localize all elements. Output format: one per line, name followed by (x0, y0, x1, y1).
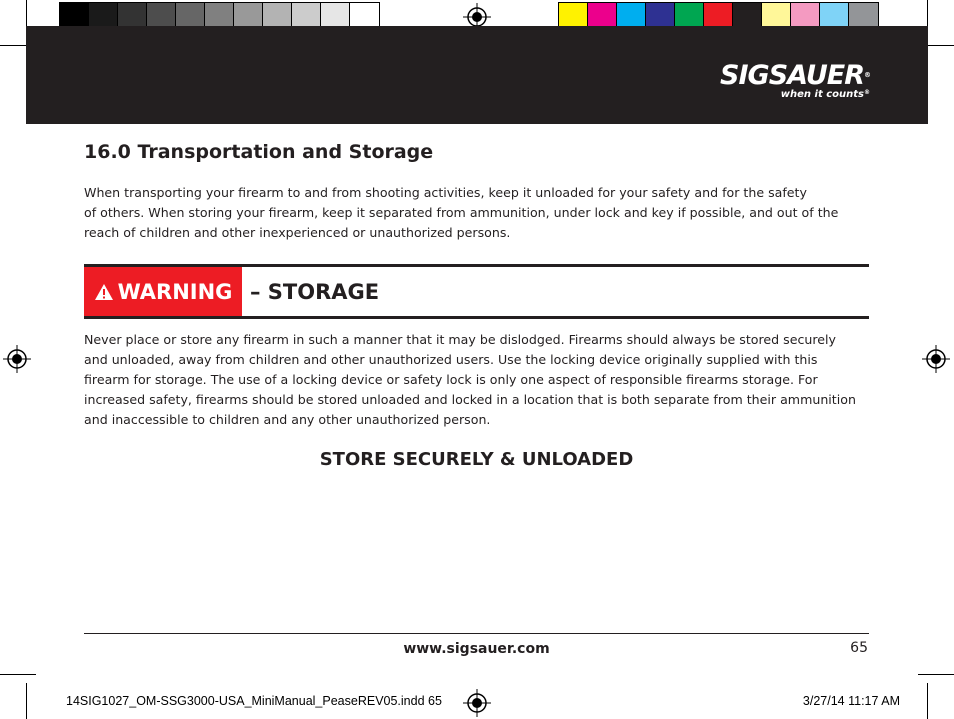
paragraph-line: and inaccessible to children and any other unauthorized person. (84, 412, 491, 427)
paragraph-line: reach of children and other inexperienced or unauthorized persons. (84, 225, 511, 240)
registration-mark-icon (922, 345, 950, 373)
section-title: 16.0 Transportation and Storage (84, 141, 434, 163)
slug-date: 3/27/14 11:17 AM (802, 694, 900, 708)
paragraph-line: firearm for storage. The use of a locking device or safety lock is only one aspect of responsible firearms storage. For (84, 372, 818, 387)
registration-mark-icon (463, 689, 491, 717)
paragraph-line: of others. When storing your firearm, keep it separated from ammunition, under lock and key if possible, and out of the (84, 205, 839, 220)
sig-sauer-logo (720, 62, 870, 100)
paragraph-line: increased safety, firearms should be stored unloaded and locked in a location that is both separate from their ammunition (84, 392, 856, 407)
transport-paragraph (84, 183, 838, 243)
warning-bottom-rule (84, 316, 869, 319)
warning-triangle-icon (94, 283, 114, 301)
logo-tagline: when it counts (780, 89, 864, 100)
crop-mark (927, 683, 928, 719)
warning-box (84, 267, 242, 317)
store-heading: STORE SECURELY & UNLOADED (319, 449, 634, 470)
paragraph-line: and unloaded, away from children and other unauthorized users. Use the locking device originally supplied with this (84, 352, 818, 367)
footer-url[interactable]: www.sigsauer.com (403, 641, 550, 657)
paragraph-line: When transporting your firearm to and from shooting activities, keep it unloaded for your safety and for the safety (84, 185, 807, 200)
slug-filename: 14SIG1027_OM-SSG3000-USA_MiniManual_PeaseREV05.indd 65 (66, 694, 442, 708)
logo-brand: SIGSAUER (720, 60, 864, 91)
warning-label: WARNING (117, 280, 233, 304)
header-band (26, 26, 928, 124)
warning-paragraph (84, 330, 856, 430)
logo-tagline-mark: ® (864, 89, 870, 96)
crop-mark (918, 674, 954, 675)
registration-mark-icon (3, 345, 31, 373)
crop-mark (26, 683, 27, 719)
page-number: 65 (850, 640, 868, 656)
crop-mark (0, 674, 36, 675)
logo-tm: ® (864, 71, 870, 79)
paragraph-line: Never place or store any firearm in such a manner that it may be dislodged. Firearms should always be stored securely (84, 332, 836, 347)
warning-title: – STORAGE (250, 280, 380, 304)
footer-rule (84, 633, 869, 634)
